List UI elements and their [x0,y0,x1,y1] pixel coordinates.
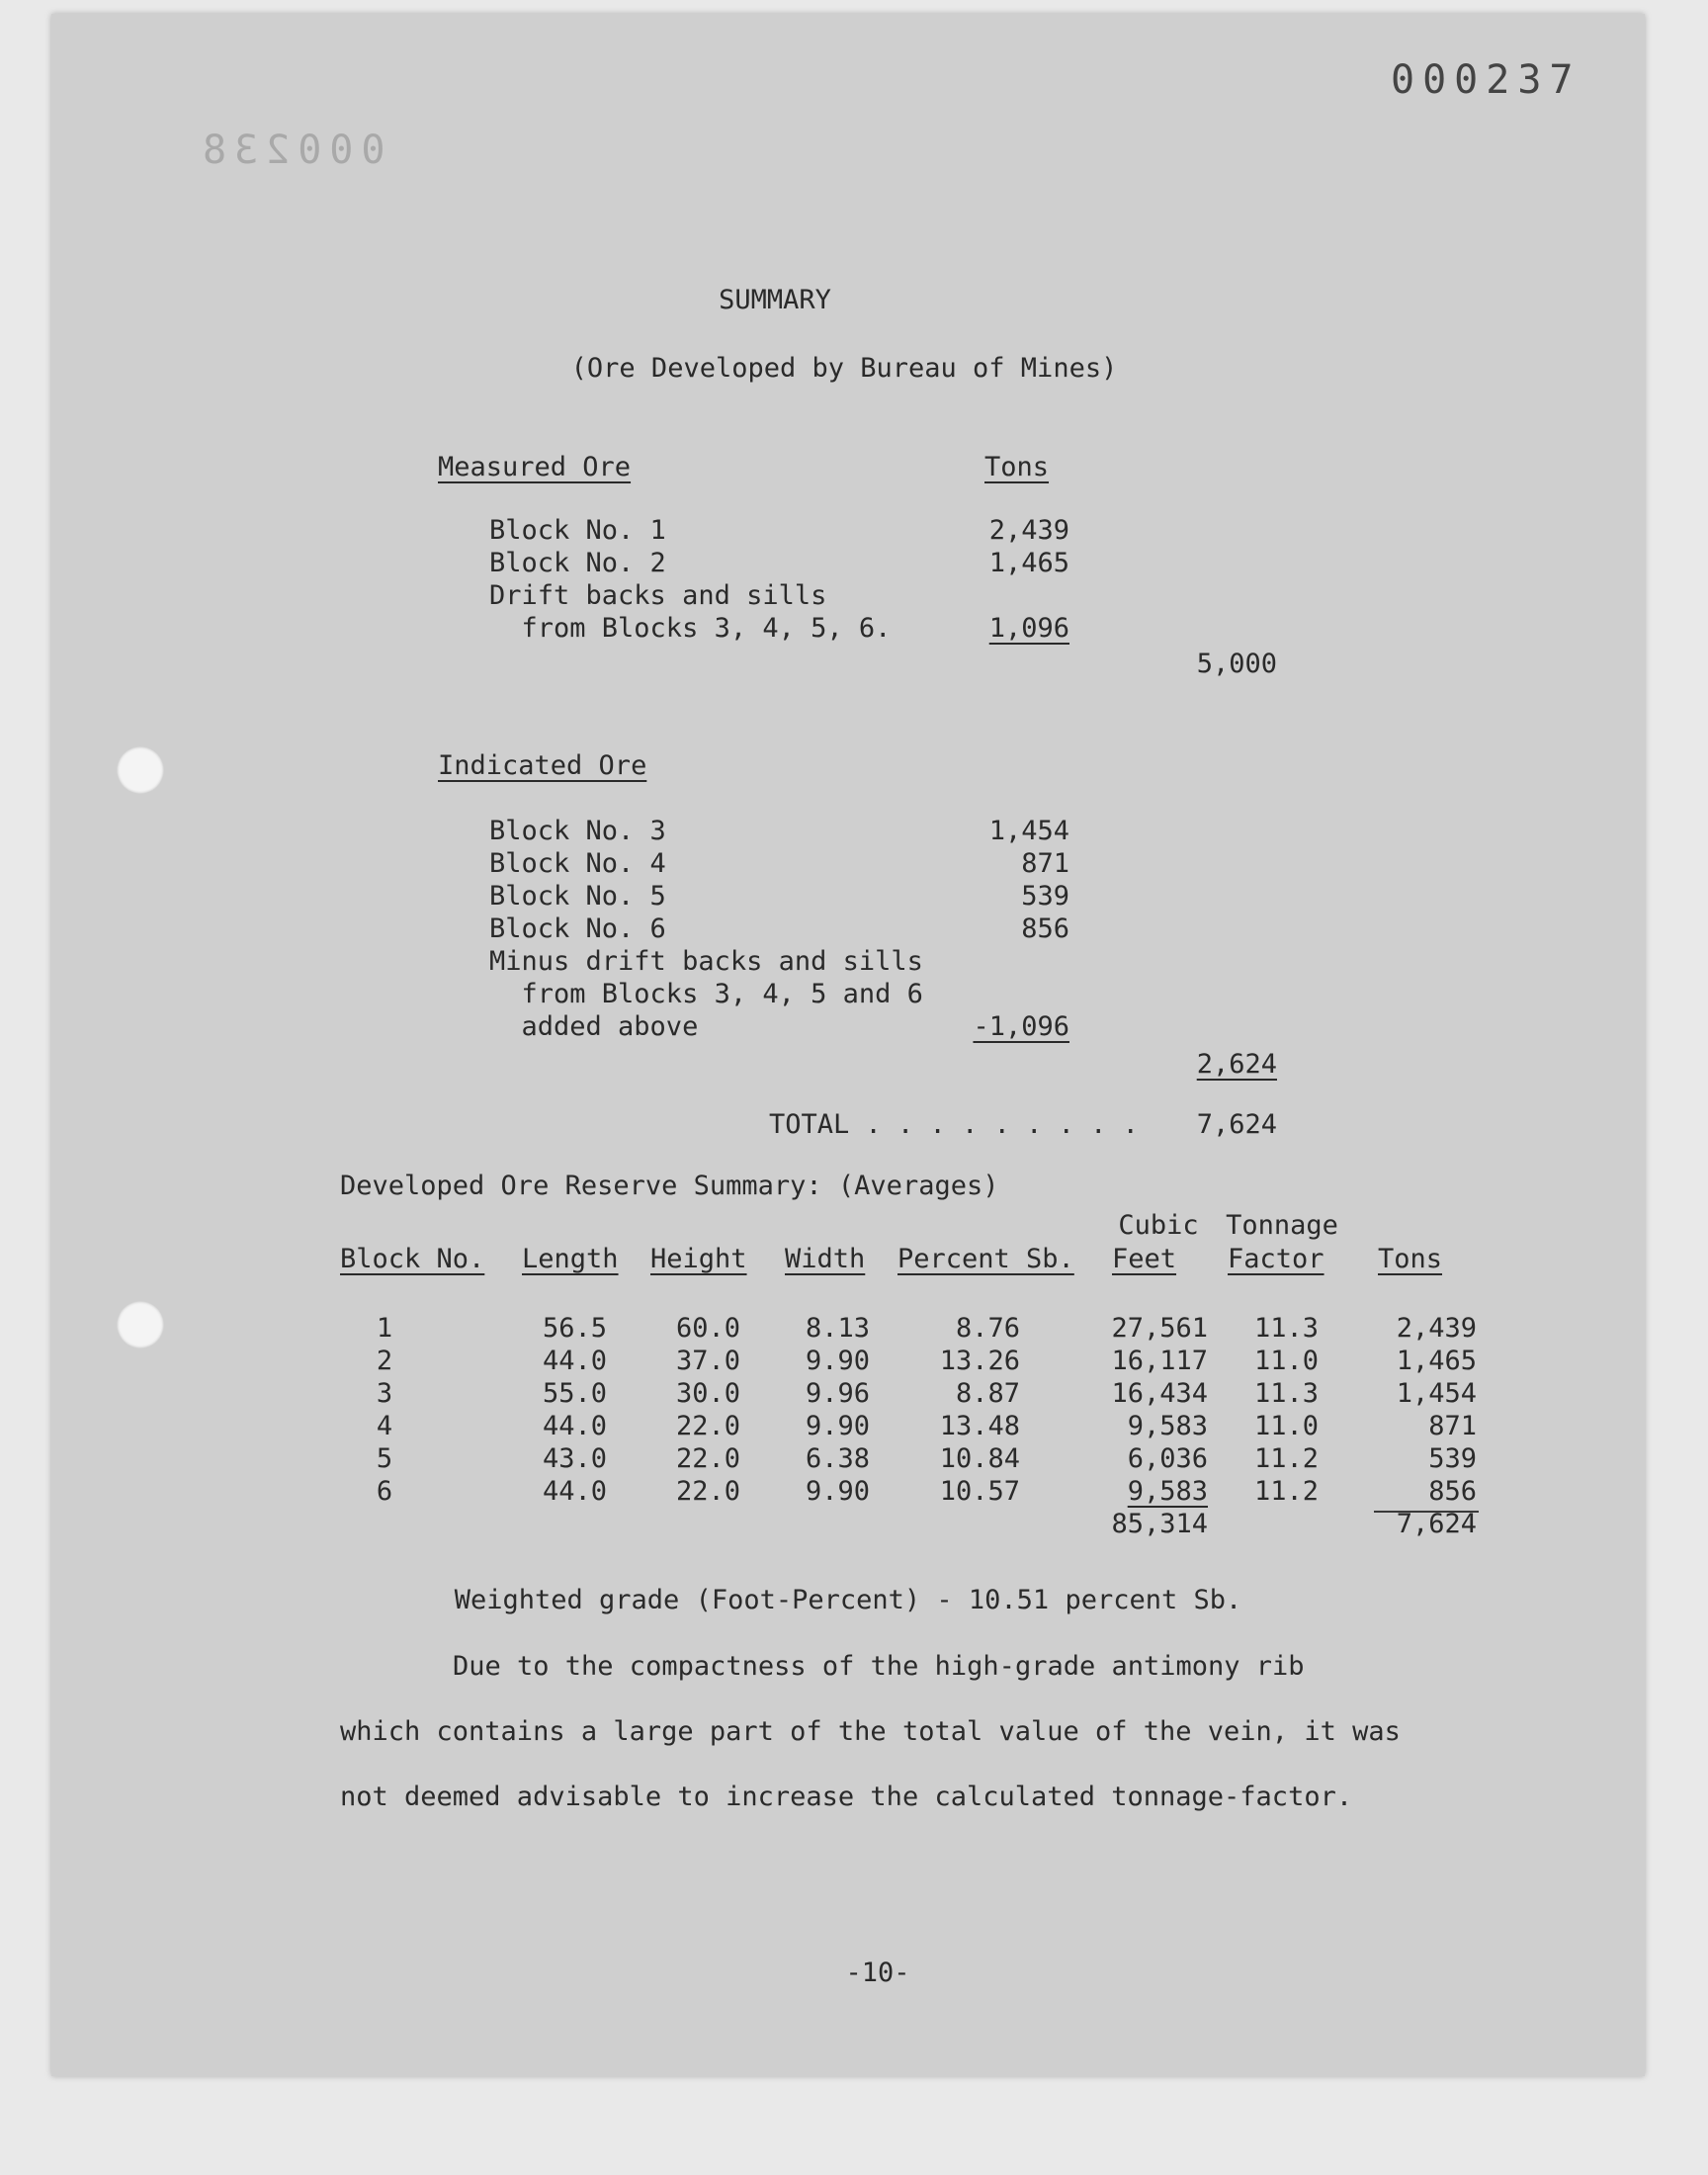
cell-block: 6 [376,1476,393,1507]
indicated-row-label: Minus drift backs and sills [489,946,923,977]
measured-row-value: 1,096 [988,613,1069,644]
cell-block: 5 [376,1443,393,1474]
indicated-row-label: added above [489,1011,699,1042]
cell-percent: 10.57 [939,1476,1020,1507]
indicated-ore-heading: Indicated Ore [438,750,647,781]
measured-row-value: 2,439 [988,515,1069,546]
indicated-row-value: 1,454 [988,816,1069,846]
punch-hole-bottom [117,1301,164,1348]
cell-factor: 11.3 [1253,1313,1319,1344]
indicated-row-label: from Blocks 3, 4, 5 and 6 [489,979,923,1009]
col-top-cubic: Cubic [1118,1210,1199,1241]
cell-length: 44.0 [542,1476,607,1507]
page-number: -10- [845,1958,910,1988]
cell-width: 9.90 [805,1346,870,1376]
cell-width: 9.90 [805,1411,870,1441]
cell-percent: 8.87 [955,1378,1020,1409]
cell-percent: 13.48 [939,1411,1020,1441]
col-header-block: Block No. [340,1244,485,1274]
measured-subtotal: 5,000 [1196,649,1277,679]
bleed-through-stamp: 000238 [195,128,385,173]
indicated-row-value: 856 [1021,914,1069,944]
cell-block: 3 [376,1378,393,1409]
page-stamp-number: 000237 [1391,57,1581,103]
cell-tons: 1,454 [1396,1378,1477,1409]
paragraph-line: not deemed advisable to increase the calculated tonnage-factor. [340,1782,1353,1812]
cell-block: 4 [376,1411,393,1441]
cell-percent: 10.84 [939,1443,1020,1474]
cell-length: 56.5 [542,1313,607,1344]
measured-row-label: Block No. 2 [489,548,666,578]
document-page [51,14,1645,2076]
cell-length: 43.0 [542,1443,607,1474]
tons-heading: Tons [984,452,1050,482]
col-header-tons: Tons [1378,1244,1443,1274]
paragraph-line: which contains a large part of the total value of the vein, it was [340,1716,1401,1747]
col-header-feet: Feet [1112,1244,1177,1274]
cell-tons: 856 [1428,1476,1477,1507]
measured-row-label: from Blocks 3, 4, 5, 6. [489,613,892,644]
cell-factor: 11.3 [1253,1378,1319,1409]
cell-cubic-feet: 27,561 [1111,1313,1208,1344]
indicated-subtotal: 2,624 [1196,1049,1277,1080]
cell-width: 6.38 [805,1443,870,1474]
cell-length: 55.0 [542,1378,607,1409]
cell-cubic-feet: 16,434 [1111,1378,1208,1409]
cell-factor: 11.2 [1253,1443,1319,1474]
cell-height: 60.0 [675,1313,740,1344]
cell-height: 22.0 [675,1443,740,1474]
punch-hole-top [117,746,164,794]
cell-percent: 13.26 [939,1346,1020,1376]
cell-width: 9.90 [805,1476,870,1507]
indicated-row-label: Block No. 5 [489,881,666,912]
cell-height: 22.0 [675,1411,740,1441]
col-top-tonnage: Tonnage [1226,1210,1338,1241]
cell-width: 8.13 [805,1313,870,1344]
cell-percent: 8.76 [955,1313,1020,1344]
indicated-row-value: -1,096 [973,1011,1069,1042]
col-header-height: Height [650,1244,747,1274]
measured-row-label: Drift backs and sills [489,580,827,611]
indicated-row-label: Block No. 6 [489,914,666,944]
weighted-grade: Weighted grade (Foot-Percent) - 10.51 percent Sb. [454,1585,1242,1615]
total-cubic-feet: 85,314 [1111,1509,1208,1539]
cell-cubic-feet: 9,583 [1127,1411,1208,1441]
indicated-row-label: Block No. 3 [489,816,666,846]
cell-tons: 1,465 [1396,1346,1477,1376]
summary-title: SUMMARY [719,285,831,315]
cell-length: 44.0 [542,1346,607,1376]
cell-width: 9.96 [805,1378,870,1409]
cell-block: 2 [376,1346,393,1376]
measured-ore-heading: Measured Ore [438,452,632,482]
paragraph-line: Due to the compactness of the high-grade antimony rib [453,1651,1305,1682]
col-header-length: Length [522,1244,619,1274]
total-value: 7,624 [1196,1109,1277,1140]
col-header-width: Width [785,1244,866,1274]
cell-height: 22.0 [675,1476,740,1507]
cell-cubic-feet: 9,583 [1127,1476,1208,1507]
col-header-factor: Factor [1228,1244,1324,1274]
cell-height: 37.0 [675,1346,740,1376]
col-header-percent: Percent Sb. [897,1244,1074,1274]
cell-cubic-feet: 6,036 [1127,1443,1208,1474]
cell-tons: 2,439 [1396,1313,1477,1344]
indicated-row-value: 539 [1021,881,1069,912]
cell-height: 30.0 [675,1378,740,1409]
cell-tons: 871 [1428,1411,1477,1441]
indicated-row-value: 871 [1021,848,1069,879]
total-label: TOTAL . . . . . . . . . [769,1109,1139,1140]
cell-factor: 11.0 [1253,1411,1319,1441]
cell-factor: 11.0 [1253,1346,1319,1376]
measured-row-label: Block No. 1 [489,515,666,546]
cell-length: 44.0 [542,1411,607,1441]
measured-row-value: 1,465 [988,548,1069,578]
reserve-heading: Developed Ore Reserve Summary: (Averages) [340,1171,999,1201]
cell-cubic-feet: 16,117 [1111,1346,1208,1376]
indicated-row-label: Block No. 4 [489,848,666,879]
summary-subtitle: (Ore Developed by Bureau of Mines) [570,353,1118,384]
cell-tons: 539 [1428,1443,1477,1474]
cell-factor: 11.2 [1253,1476,1319,1507]
total-tons: 7,624 [1396,1509,1477,1539]
cell-block: 1 [376,1313,393,1344]
